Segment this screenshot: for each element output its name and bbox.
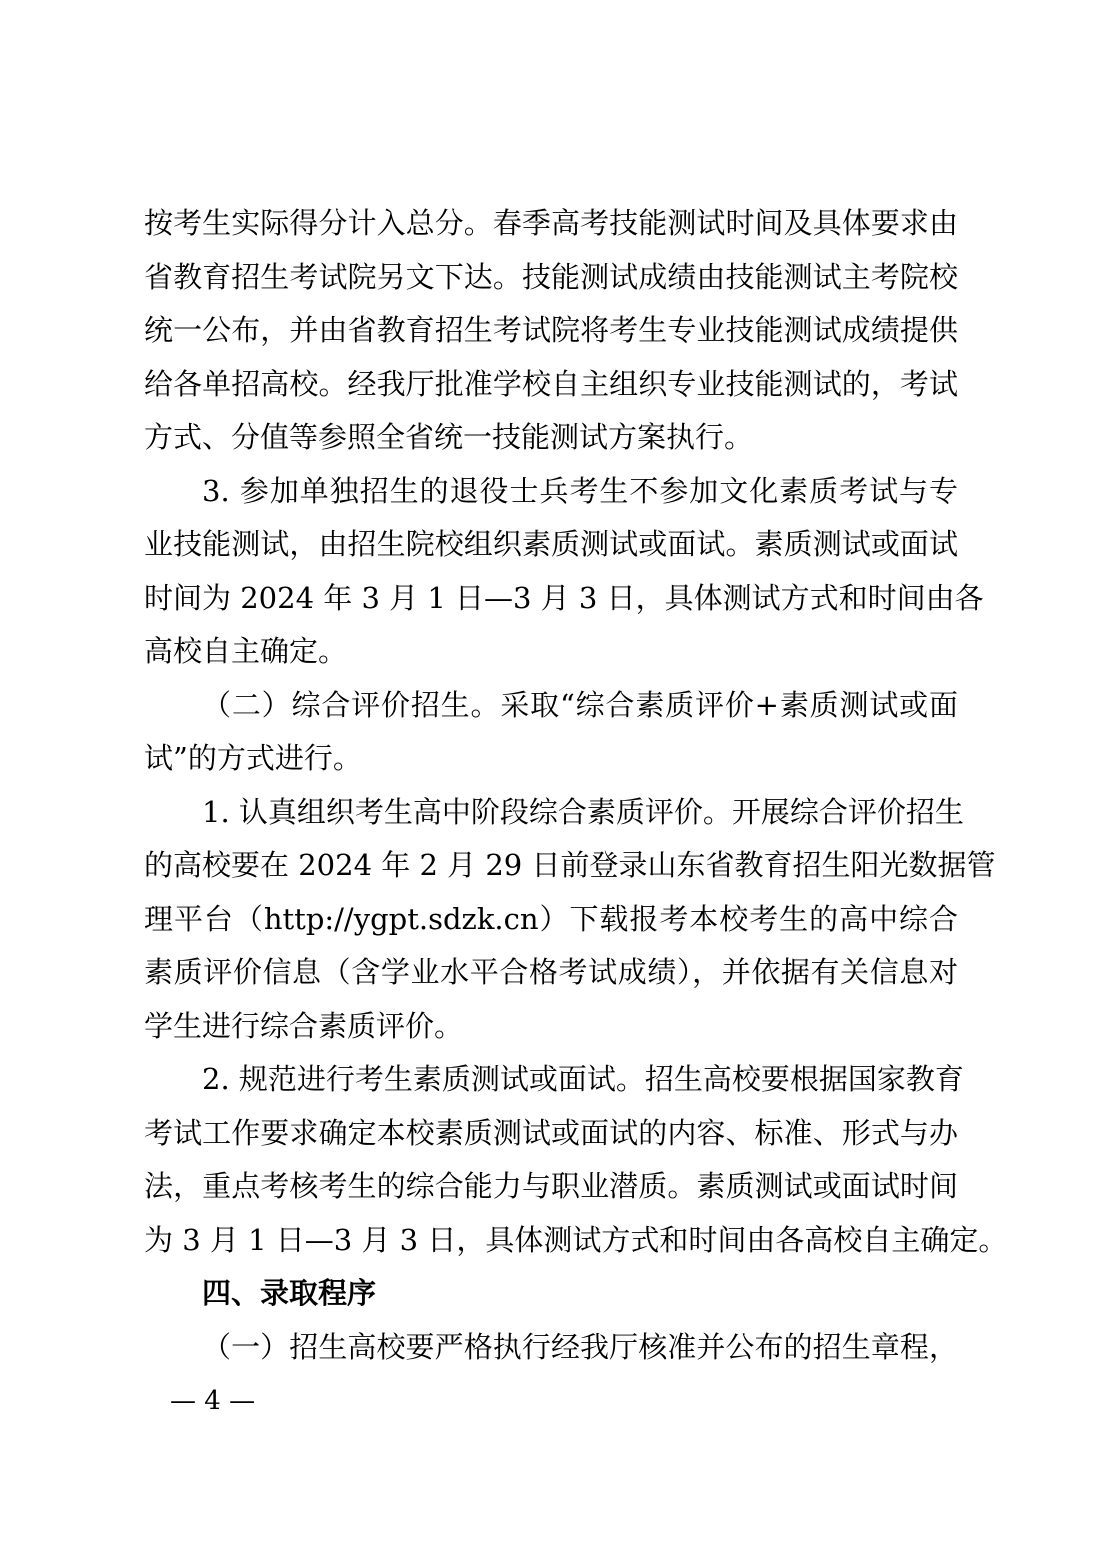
text-line: 2. 规范进行考生素质测试或面试。招生高校要根据国家教育 bbox=[202, 1062, 964, 1096]
page-number: — 4 — bbox=[170, 1386, 256, 1416]
text-line: 为 3 月 1 日—3 月 3 日，具体测试方式和时间由各高校自主确定。 bbox=[144, 1223, 1008, 1257]
text-line: 方式、分值等参照全省统一技能测试方案执行。 bbox=[144, 420, 754, 454]
text-line: 3. 参加单独招生的退役士兵考生不参加文化素质考试与专 bbox=[202, 474, 958, 508]
text-line: 业技能测试，由招生院校组织素质测试或面试。素质测试或面试 bbox=[144, 527, 958, 561]
text-line: 高校自主确定。 bbox=[144, 634, 348, 668]
text-line: 理平台（http://ygpt.sdzk.cn）下载报考本校考生的高中综合 bbox=[144, 902, 958, 936]
text-line: 1. 认真组织考生高中阶段综合素质评价。开展综合评价招生 bbox=[202, 795, 964, 829]
text-line: 学生进行综合素质评价。 bbox=[144, 1009, 464, 1043]
text-line: 考试工作要求确定本校素质测试或面试的内容、标准、形式与办 bbox=[144, 1116, 958, 1150]
text-line: 统一公布，并由省教育招生考试院将考生专业技能测试成绩提供 bbox=[144, 313, 958, 347]
text-line: 省教育招生考试院另文下达。技能测试成绩由技能测试主考院校 bbox=[144, 260, 958, 294]
text-line: 按考生实际得分计入总分。春季高考技能测试时间及具体要求由 bbox=[144, 206, 958, 240]
section-heading: 四、录取程序 bbox=[202, 1276, 377, 1310]
text-line: 素质评价信息（含学业水平合格考试成绩），并依据有关信息对 bbox=[144, 955, 958, 989]
text-line: 时间为 2024 年 3 月 1 日—3 月 3 日，具体测试方式和时间由各 bbox=[144, 581, 984, 615]
text-line: 给各单招高校。经我厅批准学校自主组织专业技能测试的，考试 bbox=[144, 367, 958, 401]
text-line: 的高校要在 2024 年 2 月 29 日前登录山东省教育招生阳光数据管 bbox=[144, 848, 996, 882]
text-line: 试”的方式进行。 bbox=[144, 741, 362, 775]
text-line: （一）招生高校要严格执行经我厅核准并公布的招生章程， bbox=[202, 1330, 958, 1364]
text-line: 法，重点考核考生的综合能力与职业潜质。素质测试或面试时间 bbox=[144, 1169, 958, 1203]
text-line: （二）综合评价招生。采取“综合素质评价+素质测试或面 bbox=[202, 688, 958, 722]
